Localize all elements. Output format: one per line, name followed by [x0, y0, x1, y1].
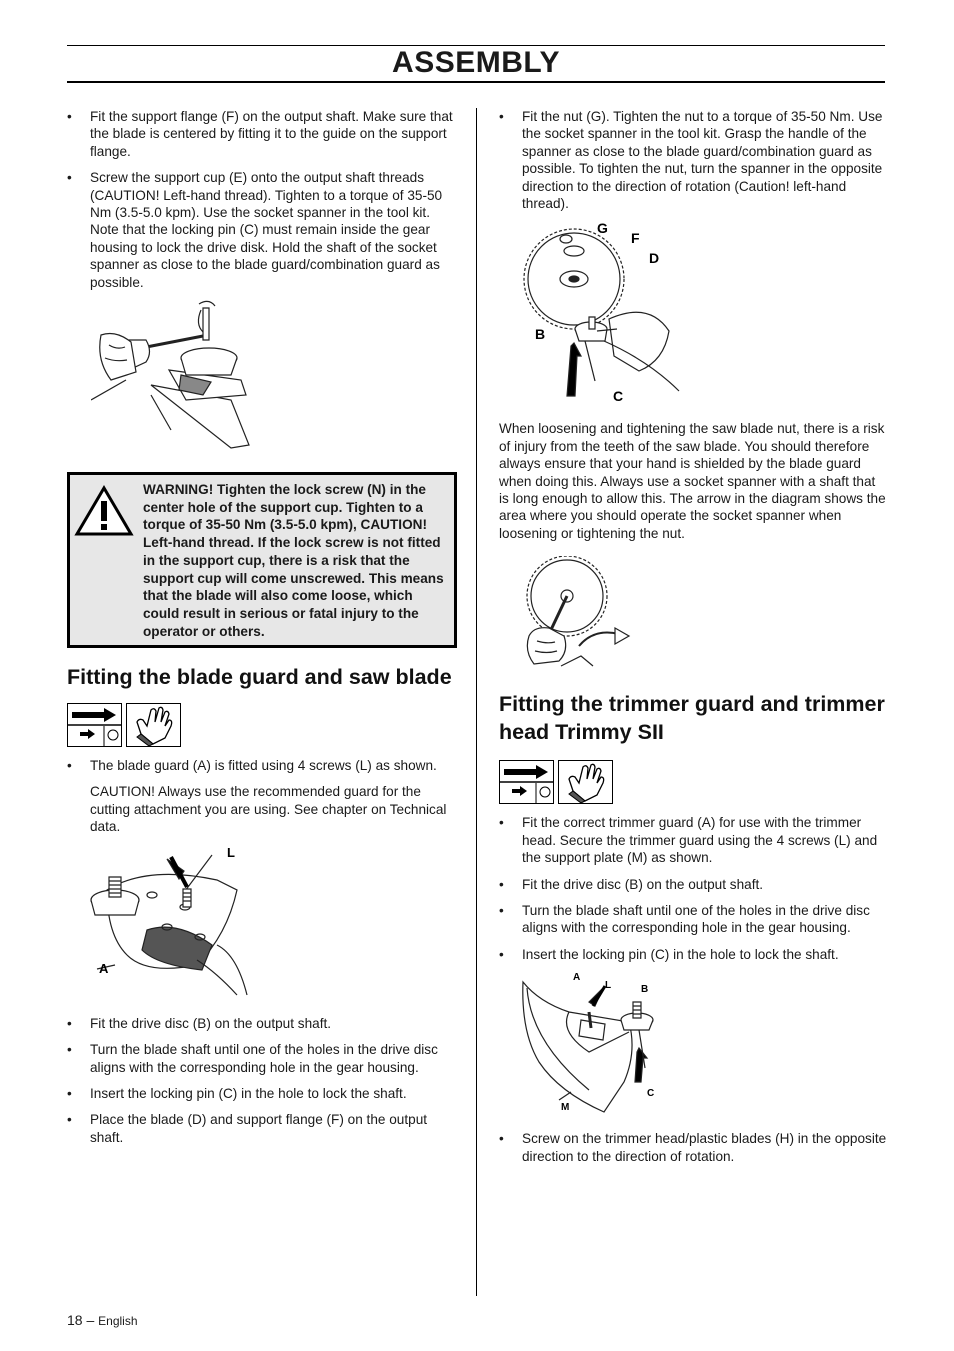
manual-symbol-icon	[67, 703, 122, 747]
trimmer-guard-illustration	[519, 972, 887, 1122]
column-divider	[476, 108, 477, 1296]
list-item: • Screw on the trimmer head/plastic blades (H) in the opposite direction to the direction of rotation.	[499, 1130, 887, 1165]
blade-guard-illustration	[87, 845, 459, 1005]
page-footer	[67, 1312, 138, 1328]
glove-icon	[558, 760, 613, 804]
label-a: A	[99, 960, 109, 976]
bullet-list-bottom	[67, 1015, 459, 1146]
language-label: English	[98, 1314, 138, 1328]
page-title: ASSEMBLY	[392, 46, 560, 79]
tool-icons	[67, 703, 459, 747]
bullet-list-trimmer	[499, 814, 887, 963]
label-l: L	[227, 844, 235, 860]
list-item: • Insert the locking pin (C) in the hole to lock the shaft.	[499, 946, 887, 963]
left-column	[67, 108, 459, 1155]
list-item: • Screw the support cup (E) onto the output shaft threads (CAUTION! Left-hand thread). Tighten to a torque of 35-50 Nm (3.5-5.0 kpm). Use the socket spanner in the tool kit. Note that the locking pin (C) must remain inside the gear housing to lock the drive disk. Hold the shaft of the socket spanner as close to the blade guard/combination guard as possible.	[67, 169, 459, 291]
label-d: D	[649, 250, 660, 267]
list-item: • The blade guard (A) is fitted using 4 screws (L) as shown.	[67, 757, 459, 774]
list-item: • Place the blade (D) and support flange (F) on the output shaft.	[67, 1111, 459, 1146]
label-c: C	[613, 388, 624, 405]
title-rule	[67, 81, 885, 83]
list-item: • Insert the locking pin (C) in the hole to lock the shaft.	[67, 1085, 459, 1102]
caution-note: CAUTION! Always use the recommended guard for the cutting attachment you are using. See chapter on Technical data.	[90, 784, 447, 835]
bullet-list-final	[499, 1130, 887, 1165]
manual-symbol-icon	[499, 760, 554, 804]
label-l: L	[605, 980, 612, 992]
label-b: B	[535, 326, 546, 343]
bullet-list-top	[67, 108, 459, 291]
list-item: • Fit the drive disc (B) on the output shaft.	[499, 876, 887, 893]
bullet-list-guard	[67, 757, 459, 774]
list-item: • Fit the nut (G). Tighten the nut to a torque of 35-50 Nm. Use the socket spanner in the tool kit. Grasp the handle of the spanner as close to the blade guard/combination guard as possible. To tighten the nut, turn the spanner in the opposite direction to the direction of rotation (Caution! left-hand thread).	[499, 108, 887, 212]
list-item: • Fit the correct trimmer guard (A) for use with the trimmer head. Secure the trimmer guard using the 4 screws (L) and the support plate (M) as shown.	[499, 814, 887, 866]
right-column	[499, 108, 887, 1174]
section-heading-trimmer-guard: Fitting the trimmer guard and trimmer head Trimmy SII	[499, 692, 885, 745]
warning-box	[67, 472, 457, 648]
warning-text: WARNING! Tighten the lock screw (N) in the center hole of the support cup. Tighten to a torque of 35-50 Nm (3.5-5.0 kpm), CAUTION! Left-hand thread. If the lock screw is not fitted in the support cup, there is a risk that the support cup will come unscrewed. This means that the blade will also come loose, which could result in serious or fatal injury to the operator or others.	[143, 482, 444, 639]
saw-blade-illustration	[519, 221, 887, 406]
label-m: M	[561, 1102, 570, 1114]
support-cup-illustration	[91, 300, 459, 452]
glove-icon	[126, 703, 181, 747]
list-item: • Fit the support flange (F) on the output shaft. Make sure that the blade is centered by fitting it to the guide on the support flange.	[67, 108, 459, 160]
page-number: 18 –	[67, 1312, 95, 1328]
label-c: C	[647, 1088, 655, 1100]
warning-triangle-icon	[74, 485, 134, 537]
label-b: B	[641, 984, 649, 996]
label-f: F	[631, 230, 640, 247]
label-a: A	[573, 972, 581, 984]
section-heading-blade-guard: Fitting the blade guard and saw blade	[67, 665, 452, 690]
list-item: • Fit the drive disc (B) on the output shaft.	[67, 1015, 459, 1032]
list-item: • Turn the blade shaft until one of the holes in the drive disc aligns with the corresponding hole in the gear housing.	[499, 902, 887, 937]
socket-spanner-illustration	[519, 556, 887, 676]
label-g: G	[597, 221, 608, 237]
safety-paragraph: When loosening and tightening the saw blade nut, there is a risk of injury from the teeth of the saw blade. You should therefore always ensure that your hand is shielded by the blade guard when doing this. Always use a socket spanner with a shaft that is long enough to allow this. The arrow in the diagram shows the area where you should operate the socket spanner when loosening or tightening the nut.	[499, 421, 886, 541]
list-item: • Turn the blade shaft until one of the holes in the drive disc aligns with the corresponding hole in the gear housing.	[67, 1041, 459, 1076]
tool-icons-right	[499, 760, 887, 804]
bullet-list-nut	[499, 108, 887, 212]
